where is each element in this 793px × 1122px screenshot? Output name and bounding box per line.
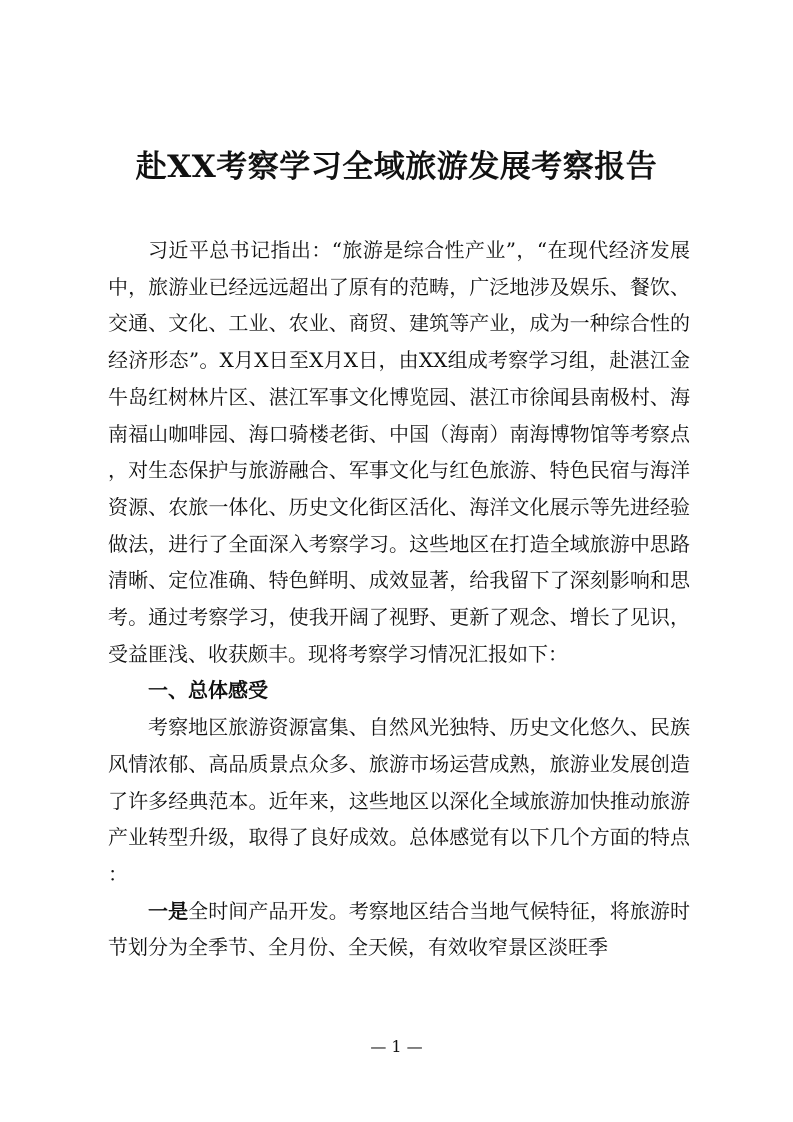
- point-one-text: 全时间产品开发。考察地区结合当地气候特征，将旅游时节划分为全季节、全月份、全天候，有效收窄景区淡旺季: [108, 898, 691, 960]
- paragraph-point-one: [108, 893, 690, 966]
- point-one-lead: 一是: [148, 898, 189, 923]
- document-title: 赴XX考察学习全域旅游发展考察报告: [135, 149, 658, 185]
- page-number: — 1 —: [370, 1037, 423, 1056]
- paragraph-intro: 习近平总书记指出：“旅游是综合性产业”，“在现代经济发展中，旅游业已经远远超出了原有的范畴，广泛地涉及娱乐、餐饮、交通、文化、工业、农业、商贸、建筑等产业，成为一种综合性的经济形态”。X月X日至X月X日，由XX组成考察学习组，赴湛江金牛岛红树林片区、湛江军事文化博览园、湛江市徐闻县南极村、海南福山咖啡园、海口骑楼老街、中国（海南）南海博物馆等考察点，对生态保护与旅游融合、军事文化与红色旅游、特色民宿与海洋资源、农旅一体化、历史文化街区活化、海洋文化展示等先进经验做法，进行了全面深入考察学习。这些地区在打造全域旅游中思路清晰、定位准确、特色鲜明、成效显著，给我留下了深刻影响和思考。通过考察学习，使我开阔了视野、更新了观念、增长了见识，受益匪浅、收获颇丰。现将考察学习情况汇报如下：: [108, 238, 690, 666]
- section-heading-overall-impressions: 一、总体感受: [148, 678, 268, 703]
- document-body: [108, 232, 690, 966]
- paragraph-overview: 考察地区旅游资源富集、自然风光独特、历史文化悠久、民族风情浓郁、高品质景点众多、旅游市场运营成熟，旅游业发展创造了许多经典范本。近年来，这些地区以深化全域旅游加快推动旅游产业转型升级，取得了良好成效。总体感觉有以下几个方面的特点：: [108, 715, 690, 886]
